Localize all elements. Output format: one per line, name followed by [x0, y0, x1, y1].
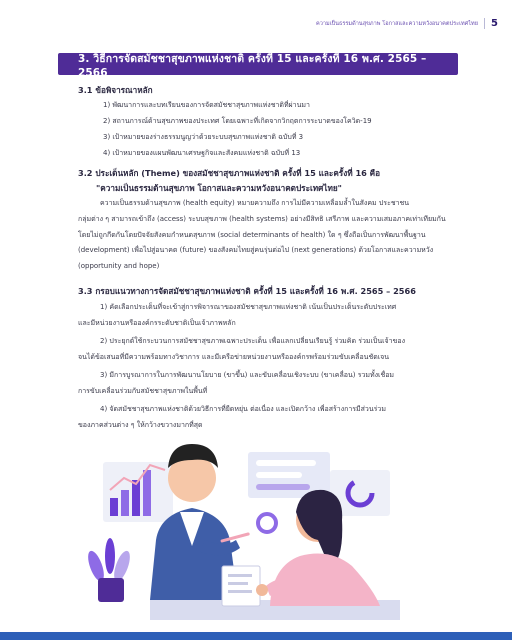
bar-icon: [110, 498, 118, 516]
running-title: ความเป็นธรรมด้านสุขภาพ โอกาสและความหวังอนาคตประเทศไทย: [315, 20, 479, 27]
section-heading-3-3: 3.3 กรอบแนวทางการจัดสมัชชาสุขภาพแห่งชาติ ครั้งที่ 15 และครั้งที่ 16 พ.ศ. 2565 – 2566: [78, 286, 416, 296]
list-item: 2) สถานการณ์ด้านสุขภาพของประเทศ โดยเฉพาะที่เกิดจากวิกฤตการระบาดของโควิด-19: [103, 117, 372, 125]
page-number: 5: [484, 18, 498, 29]
paragraph-line: โดยไม่ถูกกีดกันโดยปัจจัยสังคมกำหนดสุขภาพ (social determinants of health) ใด ๆ ซึ่งถือเป็นการพัฒนาพื้นฐาน: [78, 230, 426, 239]
framework-item-3: 3) มีการบูรณาการในการพัฒนานโยบาย (ขาขึ้น) และขับเคลื่อนเชิงระบบ (ขาเคลื่อน) รวมทั้งเชื่อม การขับเคลื่อนร่วมกับสมัชชาสุขภาพในพื้นที่: [78, 371, 395, 395]
banner-title: 3. วิธีการจัดสมัชชาสุขภาพแห่งชาติ ครั้งที่ 15 และครั้งที่ 16 พ.ศ. 2565 – 2566: [78, 52, 427, 79]
paragraph-line: ความเป็นธรรมด้านสุขภาพ (health equity) หมายความถึง การไม่มีความเหลื่อมล้ำในสังคม ประชาชน: [100, 199, 410, 207]
plant-pot: [98, 578, 124, 602]
framework-item-4: 4) จัดสมัชชาสุขภาพแห่งชาติด้วยวิธีการที่ยืดหยุ่น ต่อเนื่อง และเปิดกว้าง เพื่อสร้างการมีส่วนร่วม ของภาคส่วนต่าง ๆ ให้กว้างขวางมากที่สุด: [78, 405, 386, 429]
framework-item-1: 1) คัดเลือกประเด็นที่จะเข้าสู่การพิจารณาของสมัชชาสุขภาพแห่งชาติ เน้นเป็นประเด็นระดับประเทศ และมีหน่วยงานหรือองค์กรระดับชาติเป็นเจ้าภาพหลัก: [78, 303, 397, 327]
paragraph-line: กลุ่มต่าง ๆ สามารถเข้าถึง (access) ระบบสุขภาพ (health systems) อย่างมีสิทธิ เสรีภาพ และความเสมอภาคเท่าเทียมกัน: [78, 214, 446, 223]
document-sheet: [222, 566, 260, 606]
theme-quote: "ความเป็นธรรมด้านสุขภาพ โอกาสและความหวังอนาคตประเทศไทย": [96, 183, 342, 193]
donut-icon: [258, 514, 276, 532]
section-heading-3-2: 3.2 ประเด็นหลัก (Theme) ของสมัชชาสุขภาพแห่งชาติ ครั้งที่ 15 และครั้งที่ 16 คือ: [78, 168, 381, 178]
bar-icon: [121, 490, 129, 516]
framework-item-2: 2) ประยุกต์ใช้กระบวนการสมัชชาสุขภาพเฉพาะประเด็น เพื่อแลกเปลี่ยนเรียนรู้ ร่วมคิด ร่วมเป็นเจ้าของ จนได้ข้อเสนอที่มีความพร้อมทางวิชาการ และมีเครือข่ายหน่วยงานหรือองค์กรพร้อมร่วมขับเคลื่อนชัดเจน: [78, 337, 405, 361]
paragraph-line: (opportunity and hope): [78, 262, 160, 271]
list-item: 3) เป้าหมายของร่างธรรมนูญว่าด้วยระบบสุขภาพแห่งชาติ ฉบับที่ 3: [103, 133, 304, 141]
paragraph-line: (development) เพื่อไปสู่อนาคต (future) ของสังคมไทยสู่คนรุ่นต่อไป (next generations) ด้วยโอกาสและความหวัง: [78, 246, 434, 255]
list-item: 1) พัฒนาการและบทเรียนของการจัดสมัชชาสุขภาพแห่งชาติที่ผ่านมา: [103, 101, 310, 109]
list-item: 4) เป้าหมายของแผนพัฒนาเศรษฐกิจและสังคมแห่งชาติ ฉบับที่ 13: [103, 149, 301, 157]
bar-icon: [132, 480, 140, 516]
footer-bar: [0, 632, 512, 640]
bar-icon: [143, 470, 151, 516]
section-heading-3-1: 3.1 ข้อพิจารณาหลัก: [78, 85, 153, 95]
